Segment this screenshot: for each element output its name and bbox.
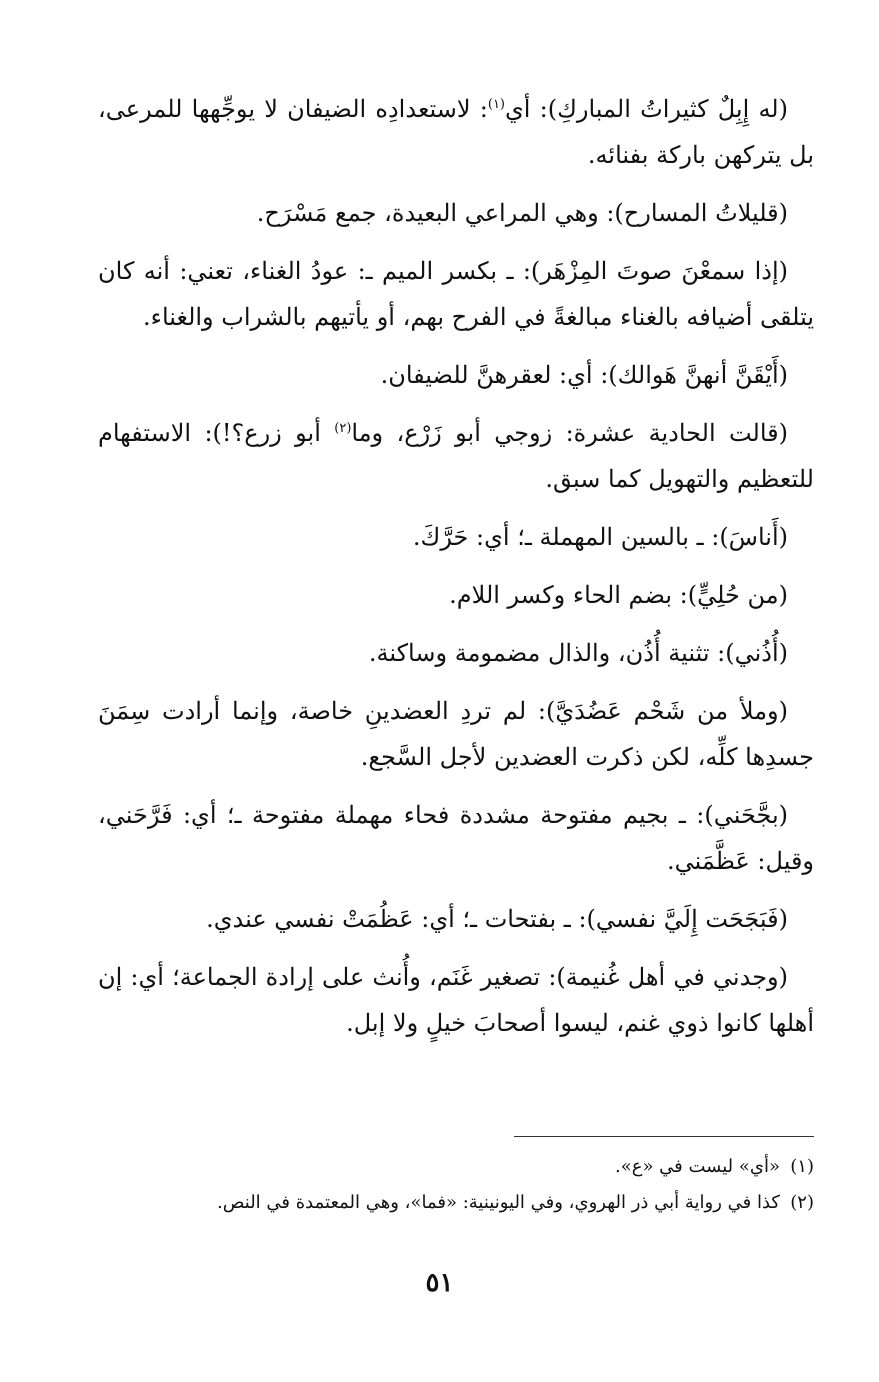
paragraph-7 [98, 572, 814, 618]
footnote-2-number: (٢) [790, 1192, 814, 1213]
paragraph-3-text: (إذا سمعْنَ صوتَ المِزْهَر): ـ بكسر الميم ـ: عودُ الغناء، تعني: أنه كان يتلقى أضيافه بالغناء مبالغةً في الفرح بهم، أو يأتيهم بالشراب والغناء. [98, 257, 814, 331]
paragraph-11-text: (فَبَجَحَت إِلَيَّ نفسي): ـ بفتحات ـ؛ أي: عَظُمَتْ نفسي عندي. [206, 905, 788, 933]
paragraph-8 [98, 630, 814, 676]
footnote-1 [98, 1149, 814, 1185]
paragraph-1-text-a: (له إِبِلٌ كثيراتُ المباركِ): أي [505, 95, 788, 123]
paragraph-3 [98, 248, 814, 340]
page-body [98, 86, 814, 1058]
paragraph-9-text: (وملأ من شَحْم عَضُدَيَّ): لم تردِ العضدينِ خاصة، وإنما أرادت سِمَنَ جسدِها كلِّه، لكن ذكرت العضدين لأجل السَّجع. [98, 697, 814, 771]
paragraph-12-text: (وجدني في أهل غُنيمة): تصغير غَنَم، وأُنث على إرادة الجماعة؛ أي: إن أهلها كانوا ذوي غنم، ليسوا أصحابَ خيلٍ ولا إبل. [98, 963, 814, 1037]
footnote-divider [514, 1136, 814, 1137]
paragraph-1 [98, 86, 814, 178]
footnote-1-number: (١) [790, 1156, 814, 1177]
footnote-ref-1: (١) [487, 97, 505, 112]
paragraph-2-text: (قليلاتُ المسارح): وهي المراعي البعيدة، جمع مَسْرَح. [256, 199, 788, 227]
paragraph-9 [98, 688, 814, 780]
paragraph-11 [98, 896, 814, 942]
footnote-2 [98, 1185, 814, 1221]
paragraph-5-text-a: (قالت الحادية عشرة: زوجي أبو زَرْع، وما [351, 419, 788, 447]
paragraph-2 [98, 190, 814, 236]
page-number: ٥١ [425, 1268, 454, 1298]
paragraph-4 [98, 352, 814, 398]
paragraph-1-text-b: : لاستعدادِه الضيفان لا يوجِّهها للمرعى، بل يتركهن باركة بفنائه. [98, 95, 814, 169]
paragraph-10 [98, 792, 814, 884]
footnote-1-text: «أي» ليست في «ع». [614, 1156, 780, 1177]
paragraph-12 [98, 954, 814, 1046]
paragraph-4-text: (أَيْقَنَّ أنهنَّ هَوالك): أي: لعقرهنَّ للضيفان. [380, 361, 788, 389]
footnote-2-text: كذا في رواية أبي ذر الهروي، وفي اليونينية: «فما»، وهي المعتمدة في النص. [216, 1192, 780, 1213]
paragraph-5-text-b: أبو زرع؟!): الاستفهام للتعظيم والتهويل كما سبق. [98, 419, 814, 493]
footnote-ref-2: (٢) [334, 421, 352, 436]
paragraph-8-text: (أُذُني): تثنية أُذُن، والذال مضمومة وساكنة. [368, 639, 788, 667]
paragraph-6-text: (أَناسَ): ـ بالسين المهملة ـ؛ أي: حَرَّكَ. [412, 523, 788, 551]
paragraph-6 [98, 514, 814, 560]
paragraph-7-text: (من حُلِيٍّ): بضم الحاء وكسر اللام. [449, 581, 788, 609]
footnotes [98, 1136, 814, 1221]
paragraph-5 [98, 410, 814, 502]
paragraph-10-text: (بجَّحَني): ـ بجيم مفتوحة مشددة فحاء مهملة مفتوحة ـ؛ أي: فَرَّحَني، وقيل: عَظَّمَني. [98, 801, 814, 875]
